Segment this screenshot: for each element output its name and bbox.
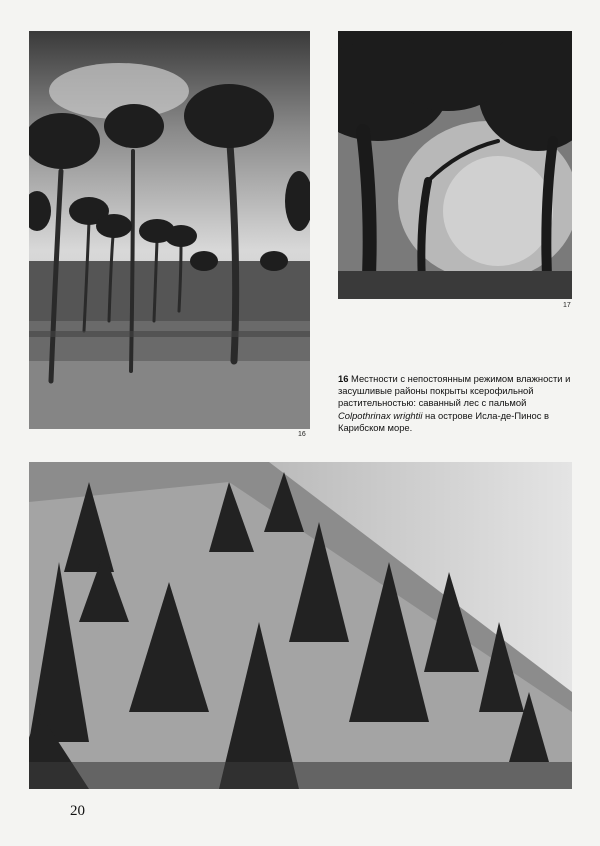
page-number: 20 (70, 803, 85, 819)
figure-number-17: 17 (563, 302, 571, 309)
figure-number-16: 16 (298, 431, 306, 438)
caption-text-after: на острове Исла-де-Пинос в Карибском море. (338, 409, 550, 433)
figure-caption (338, 373, 573, 434)
caption-species-name: Colpothrinax wrightii (338, 409, 423, 421)
photo-savanna-palms (29, 31, 310, 429)
caption-figure-number: 16 (338, 373, 349, 384)
photo-pine-slope (29, 462, 572, 789)
caption-text-before: Местности с непостоянным режимом влажности и засушливые районы покрыты ксерофильной растительностью: саванный лес с пальмой (338, 373, 571, 409)
photo-misty-forest (338, 31, 572, 299)
